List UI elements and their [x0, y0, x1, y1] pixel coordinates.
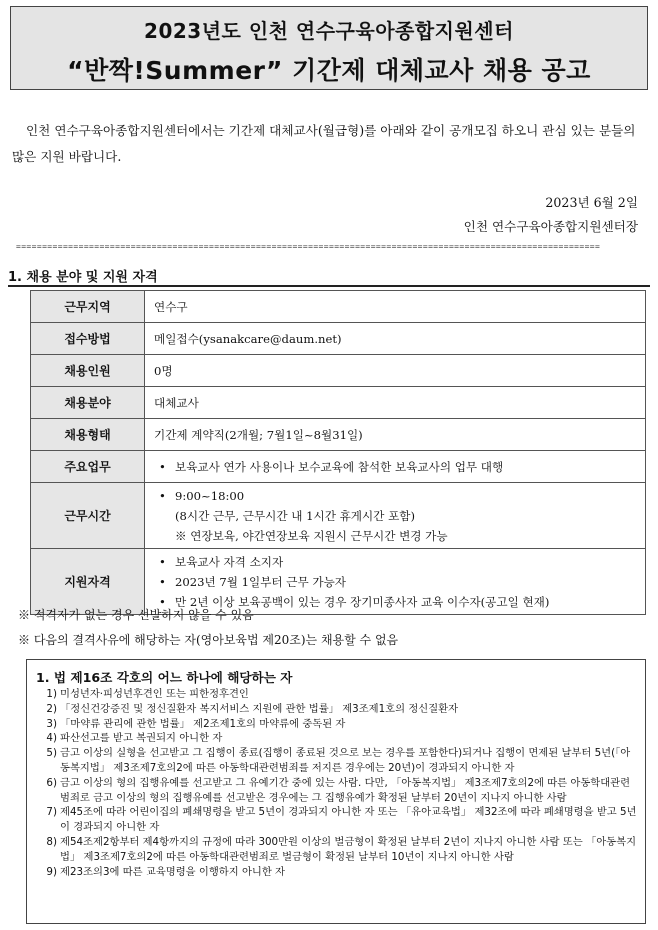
row-label: 근무지역 [31, 291, 145, 323]
announcement-date: 2023년 6월 2일 [545, 195, 638, 210]
organization-signature: 인천 연수구육아종합지원센터장 [463, 219, 638, 234]
bullet-item: • 보육교사 자격 소지자 [154, 552, 637, 572]
note-2: ※ 다음의 결격사유에 해당하는 자(영아보육법 제20조)는 채용할 수 없음 [18, 633, 399, 647]
list-item [39, 687, 637, 702]
item-text: 제23조의3에 따른 교육명령을 이행하지 아니한 자 [60, 865, 286, 878]
list-item [39, 717, 637, 732]
item-text: 금고 이상의 실형을 선고받고 그 집행이 종료(집행이 종료된 것으로 보는 경우를 포함한다)되거나 집행이 면제된 날부터 5년(「아동복지법」 제3조제7호의2에 따른 아동학대관련범죄를 저지른 경우에는 20년)이 경과되지 아니한 자 [60, 747, 631, 774]
item-text: 금고 이상의 형의 집행유예를 선고받고 그 유예기간 중에 있는 사람. 다만, 「아동복지법」 제3조제7호의2에 따른 아동학대관련범죄로 금고 이상의 형의 집행유예를 선고받은 경우에는 그 집행유예가 확정된 날부터 20년이 지나지 아니한 사람 [60, 776, 631, 804]
table-row [31, 291, 646, 323]
item-text: 제45조에 따라 어린이집의 폐쇄명령을 받고 5년이 경과되지 아니한 자 또는 「유아교육법」 제32조에 따라 폐쇄명령을 받고 5년이 경과되지 아니한 자 [60, 806, 637, 834]
item-number: 9) [46, 865, 57, 878]
recruitment-table [30, 290, 646, 615]
row-value [145, 483, 646, 549]
list-item [39, 702, 637, 717]
note-1: ※ 적격자가 없는 경우 선발하지 않을 수 있음 [18, 608, 254, 622]
row-label: 주요업무 [31, 451, 145, 483]
list-item [39, 835, 637, 865]
item-number: 4) [46, 732, 57, 745]
row-value [145, 549, 646, 615]
row-value: 0명 [145, 355, 646, 387]
table-row [31, 323, 646, 355]
item-text: 제54조제2항부터 제4항까지의 규정에 따라 300만원 이상의 벌금형이 확정된 날부터 2년이 지나지 아니한 사람 또는 「아동복지법」 제3조제7호의2에 따른 아동학대관련범죄로 벌금형이 확정된 날부터 10년이 지나지 아니한 사람 [60, 835, 637, 863]
table-row [31, 483, 646, 549]
list-item [39, 746, 637, 776]
row-value: 대체교사 [145, 387, 646, 419]
row-label: 채용분야 [31, 387, 145, 419]
item-number: 5) [46, 747, 57, 760]
item-number: 6) [46, 776, 57, 789]
table-row [31, 549, 646, 615]
item-text: 파산선고를 받고 복권되지 아니한 자 [60, 732, 223, 745]
title-line-1: 2023년도 인천 연수구육아종합지원센터 [144, 19, 514, 43]
item-number: 8) [46, 835, 57, 848]
row-label: 근무시간 [31, 483, 145, 549]
intro-paragraph: 인천 연수구육아종합지원센터에서는 기간제 대체교사(월급형)를 아래와 같이 공개모집 하오니 관심 있는 분들의 많은 지원 바랍니다. [12, 123, 636, 164]
item-number: 2) [46, 702, 57, 715]
row-label: 채용인원 [31, 355, 145, 387]
item-number: 3) [46, 717, 57, 730]
item-text: 미성년자·피성년후견인 또는 피한정후견인 [60, 688, 249, 700]
sub-item: (8시간 근무, 근무시간 내 1시간 휴게시간 포함) [175, 508, 415, 523]
table-row [31, 355, 646, 387]
row-label: 채용형태 [31, 419, 145, 451]
row-label: 접수방법 [31, 323, 145, 355]
bullet-item: • 2023년 7월 1일부터 근무 가능자 [154, 572, 637, 592]
disqualification-box [26, 659, 646, 924]
disqualification-title: 1. 법 제16조 각호의 어느 하나에 해당하는 자 [36, 670, 293, 685]
section-rule [8, 285, 650, 287]
table-row [31, 419, 646, 451]
bullet-item: • 보육교사 연가 사용이나 보수교육에 참석한 보육교사의 업무 대행 [154, 457, 637, 477]
list-item [39, 731, 637, 746]
item-number: 7) [46, 806, 57, 819]
list-item [39, 776, 637, 806]
sub-item: ※ 연장보육, 야간연장보육 지원시 근무시간 변경 가능 [175, 528, 448, 543]
title-box [10, 6, 648, 90]
list-item [39, 805, 637, 835]
bullet-item: • 만 2년 이상 보육공백이 있는 경우 장기미종사자 교육 이수자(공고일 현재) [154, 592, 637, 612]
table-row [31, 451, 646, 483]
list-item [39, 865, 637, 880]
row-value: 연수구 [145, 291, 646, 323]
item-text: 「마약류 관리에 관한 법률」 제2조제1호의 마약류에 중독된 자 [60, 717, 346, 730]
row-value: 기간제 계약직(2개월; 7월1일~8월31일) [145, 419, 646, 451]
row-value [145, 451, 646, 483]
title-line-2: “반짝!Summer” 기간제 대체교사 채용 공고 [67, 56, 591, 85]
table-row [31, 387, 646, 419]
section-heading: 1. 채용 분야 및 지원 자격 [8, 270, 158, 285]
disqualification-list [39, 687, 637, 879]
item-number: 1) [46, 688, 57, 700]
divider-line: ================================================================================================================ [16, 242, 601, 251]
row-value: 메일접수(ysanakcare@daum.net) [145, 323, 646, 355]
row-label: 지원자격 [31, 549, 145, 615]
bullet-item: • 9:00~18:00 [154, 486, 637, 506]
item-text: 「정신건강증진 및 정신질환자 복지서비스 지원에 관한 법률」 제3조제1호의 정신질환자 [60, 702, 459, 715]
